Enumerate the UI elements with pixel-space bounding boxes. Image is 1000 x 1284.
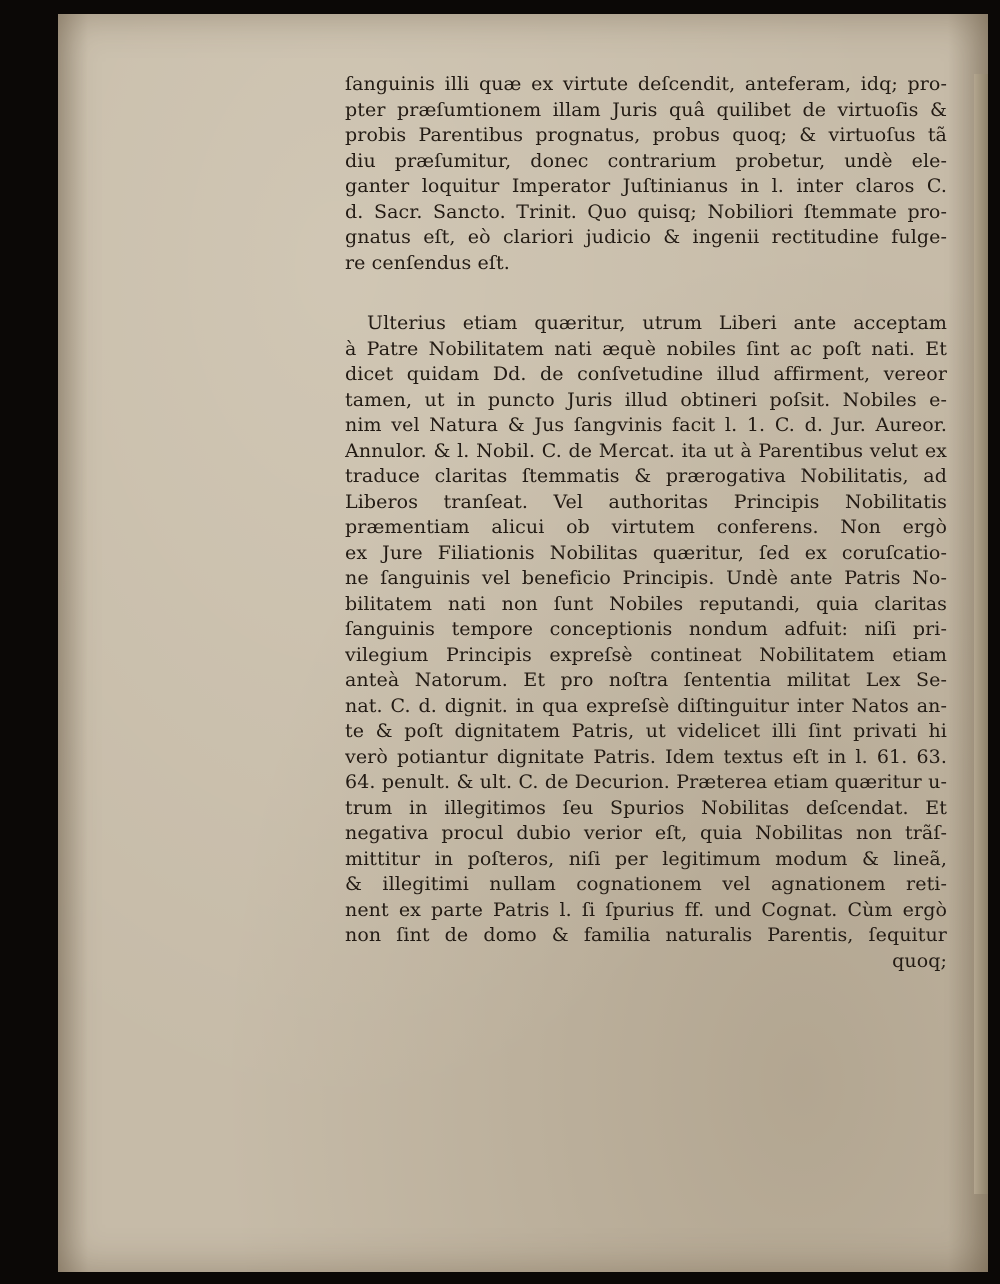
text-line: ſanguinis illi quæ ex virtute deſcendit, anteferam, idq; pro- [345, 73, 947, 95]
text-line: trum in illegitimos ſeu Spurios Nobilitas deſcendat. Et [345, 796, 947, 819]
text-line: bilitatem nati non ſunt Nobiles reputandi, quia claritas [345, 592, 947, 615]
text-line: pter præſumtionem illam Juris quâ quilibet de virtuoſis & [345, 98, 947, 121]
text-line: præmentiam alicui ob virtutem conferens. Non ergò [345, 516, 947, 538]
text-line: verò potiantur dignitate Patris. Idem textus eſt in l. 61. 63. [345, 745, 947, 768]
text-line: gnatus eſt, eò clariori judicio & ingenii rectitudine fulge- [345, 226, 947, 248]
text-line: vilegium Principis expreſsè contineat Nobilitatem etiam [345, 643, 947, 666]
paragraph-gap [345, 276, 947, 311]
text-line: nim vel Natura & Jus ſangvinis facit l. 1. C. d. Jur. Aureor. [345, 414, 947, 436]
text-line: re cenſendus eſt. [345, 251, 510, 274]
text-line: traduce claritas ſtemmatis & prærogativa Nobilitatis, ad [345, 465, 947, 487]
text-line: nent ex parte Patris l. ſi ſpurius ff. und Cognat. Cùm ergò [345, 898, 947, 921]
text-line: non ſint de domo & familia naturalis Parentis, ſequitur [345, 924, 947, 946]
text-line: te & poſt dignitatem Patris, ut videlicet illi ſint privati hi [345, 720, 947, 742]
text-line: & illegitimi nullam cognationem vel agnationem reti- [345, 873, 947, 895]
text-line: dicet quidam Dd. de conſvetudine illud affirment, vereor [345, 363, 947, 385]
text-line: ganter loquitur Imperator Juſtinianus in l. inter claros C. [345, 175, 947, 197]
text-line: Liberos tranſeat. Vel authoritas Principis Nobilitatis [345, 490, 947, 513]
catchword: quoq; [892, 949, 947, 972]
text-line: ſanguinis tempore conceptionis nondum adfuit: niſi pri- [345, 618, 947, 640]
text-line: d. Sacr. Sancto. Trinit. Quo quisq; Nobiliori ſtemmate pro- [345, 200, 947, 223]
paragraph-1 [345, 72, 947, 276]
text-line: Annulor. & l. Nobil. C. de Mercat. ita ut à Parentibus velut ex [345, 439, 947, 462]
page-edge-shadow [974, 74, 988, 1194]
text-line: probis Parentibus prognatus, probus quoq; & virtuoſus tã [345, 124, 947, 146]
text-line: ne ſanguinis vel beneficio Principis. Undè ante Patris No- [345, 567, 947, 589]
paragraph-2 [345, 311, 947, 949]
text-line: 64. penult. & ult. C. de Decurion. Præterea etiam quæritur u- [345, 771, 947, 793]
text-line: ex Jure Filiationis Nobilitas quæritur, ſed ex coruſcatio- [345, 541, 947, 564]
text-line: nat. C. d. dignit. in qua expreſsè diſtinguitur inter Natos an- [345, 694, 947, 717]
text-line: mittitur in poſteros, niſi per legitimum modum & lineã, [345, 847, 947, 870]
text-column [345, 72, 947, 974]
text-line: diu præſumitur, donec contrarium probetur, undè ele- [345, 149, 947, 172]
text-line: anteà Natorum. Et pro noſtra ſententia militat Lex Se- [345, 669, 947, 691]
text-line: tamen, ut in puncto Juris illud obtineri poſsit. Nobiles e- [345, 388, 947, 411]
text-line: Ulterius etiam quæritur, utrum Liberi ante acceptam [367, 312, 947, 334]
text-line: negativa procul dubio verior eſt, quia Nobilitas non trãſ- [345, 822, 947, 844]
text-line: à Patre Nobilitatem nati æquè nobiles ſint ac poſt nati. Et [345, 337, 947, 360]
